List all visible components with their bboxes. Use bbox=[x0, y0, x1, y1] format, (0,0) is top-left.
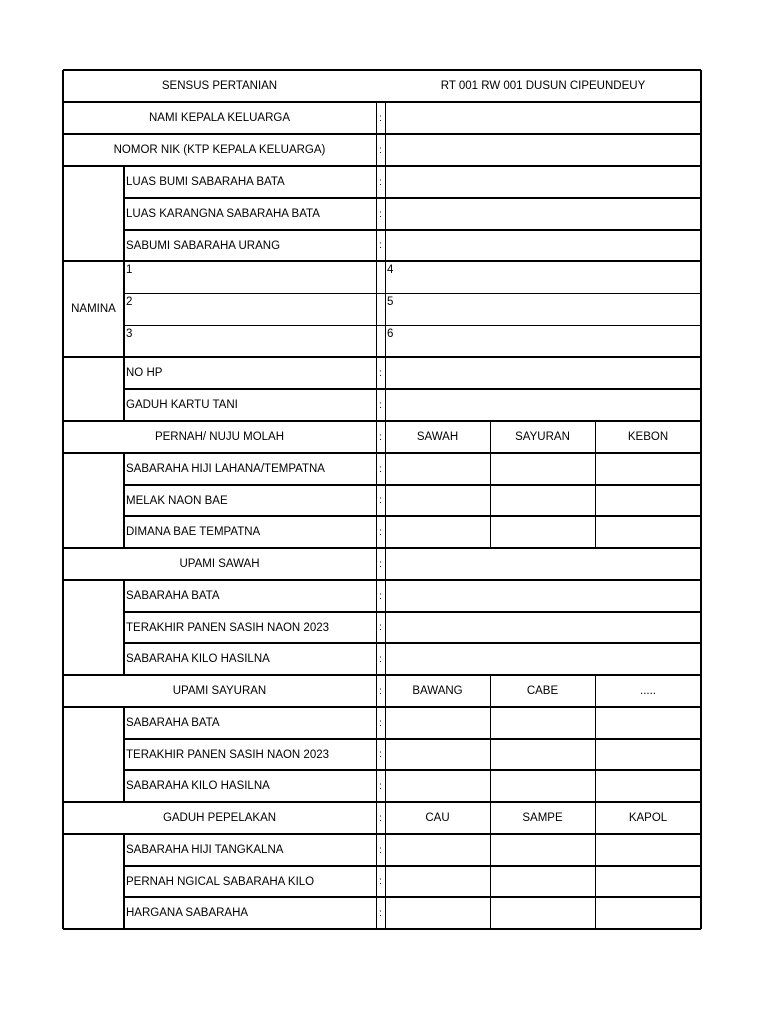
name-slot-1[interactable]: 1 bbox=[126, 264, 133, 276]
section_sayuran-item-2: TERAKHIR PANEN SASIH NAON 2023 bbox=[126, 748, 330, 761]
answer-field[interactable] bbox=[595, 485, 701, 516]
colon-separator: : bbox=[379, 590, 382, 602]
colon-separator: : bbox=[379, 844, 382, 856]
answer-field[interactable] bbox=[490, 866, 595, 897]
colon-separator: : bbox=[379, 240, 382, 251]
answer-field[interactable] bbox=[385, 770, 490, 802]
label-luas-bumi: LUAS BUMI SABARAHA BATA bbox=[126, 176, 285, 188]
answer-field[interactable] bbox=[490, 516, 595, 548]
answer-field[interactable] bbox=[595, 866, 701, 897]
answer-field[interactable] bbox=[490, 707, 595, 739]
label-namina: NAMINA bbox=[71, 303, 116, 315]
answer-field[interactable] bbox=[595, 707, 701, 739]
colon-separator: : bbox=[379, 685, 382, 697]
colon-separator: : bbox=[379, 367, 382, 379]
section_pepelakan-col-2: SAMPE bbox=[522, 812, 563, 824]
colon-separator: : bbox=[379, 463, 382, 475]
answer-field[interactable] bbox=[385, 389, 701, 421]
answer-field[interactable] bbox=[595, 897, 701, 929]
section_sayuran-col-3: ..... bbox=[640, 685, 656, 697]
answer-field[interactable] bbox=[490, 834, 595, 866]
section_pepelakan-item-1: SABARAHA HIJI TANGKALNA bbox=[126, 844, 284, 856]
name-slot-5[interactable]: 5 bbox=[387, 296, 394, 308]
section_pepelakan-col-1: CAU bbox=[425, 812, 450, 824]
answer-field[interactable] bbox=[385, 580, 701, 612]
section_pepelakan-item-3: HARGANA SABARAHA bbox=[126, 907, 249, 919]
answer-field[interactable] bbox=[385, 612, 701, 643]
colon-separator: : bbox=[379, 876, 382, 887]
answer-field[interactable] bbox=[595, 739, 701, 770]
colon-separator: : bbox=[379, 176, 382, 188]
name-slot-6[interactable]: 6 bbox=[387, 328, 394, 340]
answer-field[interactable] bbox=[385, 453, 490, 485]
answer-field[interactable] bbox=[595, 770, 701, 802]
colon-separator: : bbox=[379, 144, 382, 156]
colon-separator: : bbox=[379, 526, 382, 538]
section_sawah-item-1: SABARAHA BATA bbox=[126, 590, 220, 602]
section_sawah-header: UPAMI SAWAH bbox=[179, 558, 260, 570]
answer-field[interactable] bbox=[385, 516, 490, 548]
answer-field[interactable] bbox=[385, 102, 701, 134]
answer-field[interactable] bbox=[385, 643, 701, 675]
section_sayuran-header: UPAMI SAYURAN bbox=[172, 685, 267, 697]
answer-field[interactable] bbox=[490, 485, 595, 516]
colon-separator: : bbox=[379, 653, 382, 665]
answer-field[interactable] bbox=[490, 897, 595, 929]
section_pepelakan-header: GADUH PEPELAKAN bbox=[162, 812, 277, 824]
colon-separator: : bbox=[379, 907, 382, 919]
section_molah-header: PERNAH/ NUJU MOLAH bbox=[154, 431, 285, 443]
colon-separator: : bbox=[379, 812, 382, 824]
colon-separator: : bbox=[379, 431, 382, 443]
answer-field[interactable] bbox=[385, 897, 490, 929]
section_sayuran-item-1: SABARAHA BATA bbox=[126, 717, 220, 729]
answer-field[interactable] bbox=[385, 485, 490, 516]
answer-field[interactable] bbox=[385, 739, 490, 770]
answer-field[interactable] bbox=[385, 707, 490, 739]
label-luas-karang: LUAS KARANGNA SABARAHA BATA bbox=[126, 208, 320, 220]
colon-separator: : bbox=[379, 208, 382, 220]
answer-field[interactable] bbox=[490, 453, 595, 485]
section_sayuran-col-2: CABE bbox=[526, 685, 559, 697]
section_molah-col-1: SAWAH bbox=[416, 431, 459, 443]
colon-separator: : bbox=[379, 558, 382, 570]
table-rule bbox=[62, 70, 64, 929]
answer-field[interactable] bbox=[385, 834, 490, 866]
colon-separator: : bbox=[379, 717, 382, 729]
name-slot-2[interactable]: 2 bbox=[126, 296, 133, 308]
name-slot-4[interactable]: 4 bbox=[387, 264, 394, 276]
section_molah-col-2: SAYURAN bbox=[515, 431, 570, 443]
section_sawah-item-2: TERAKHIR PANEN SASIH NAON 2023 bbox=[126, 621, 330, 634]
answer-field[interactable] bbox=[595, 516, 701, 548]
label-kartu-tani: GADUH KARTU TANI bbox=[126, 399, 238, 411]
answer-field[interactable] bbox=[385, 357, 701, 389]
colon-separator: : bbox=[379, 780, 382, 792]
name-slot-3[interactable]: 3 bbox=[126, 328, 133, 340]
section_molah-item-2: MELAK NAON BAE bbox=[126, 494, 228, 507]
section_pepelakan-item-2: PERNAH NGICAL SABARAHA KILO bbox=[126, 875, 315, 888]
colon-separator: : bbox=[379, 495, 382, 506]
section_molah-item-3: DIMANA BAE TEMPATNA bbox=[126, 526, 261, 538]
answer-field[interactable] bbox=[595, 834, 701, 866]
answer-field[interactable] bbox=[490, 770, 595, 802]
answer-field[interactable] bbox=[490, 739, 595, 770]
colon-separator: : bbox=[379, 622, 382, 633]
answer-field[interactable] bbox=[595, 453, 701, 485]
answer-field[interactable] bbox=[385, 134, 701, 166]
section_sayuran-item-3: SABARAHA KILO HASILNA bbox=[126, 780, 270, 792]
label-head-name: NAMI KEPALA KELUARGA bbox=[148, 112, 291, 124]
form-title: SENSUS PERTANIAN bbox=[161, 80, 278, 92]
section_sayuran-col-1: BAWANG bbox=[412, 685, 463, 697]
section_pepelakan-col-3: KAPOL bbox=[628, 812, 668, 824]
label-nik: NOMOR NIK (KTP KEPALA KELUARGA) bbox=[113, 144, 326, 156]
answer-field[interactable] bbox=[385, 166, 701, 198]
answer-field[interactable] bbox=[385, 198, 701, 230]
section_molah-col-3: KEBON bbox=[627, 431, 669, 443]
section_molah-item-1: SABARAHA HIJI LAHANA/TEMPATNA bbox=[126, 463, 325, 475]
form-location: RT 001 RW 001 DUSUN CIPEUNDEUY bbox=[440, 80, 646, 92]
answer-field[interactable] bbox=[385, 230, 701, 261]
label-no-hp: NO HP bbox=[126, 367, 163, 379]
answer-field[interactable] bbox=[385, 866, 490, 897]
colon-separator: : bbox=[379, 399, 382, 411]
answer-field[interactable] bbox=[385, 548, 701, 580]
colon-separator: : bbox=[379, 112, 382, 124]
label-sabumi: SABUMI SABARAHA URANG bbox=[126, 239, 281, 252]
colon-separator: : bbox=[379, 749, 382, 760]
section_sawah-item-3: SABARAHA KILO HASILNA bbox=[126, 653, 270, 665]
